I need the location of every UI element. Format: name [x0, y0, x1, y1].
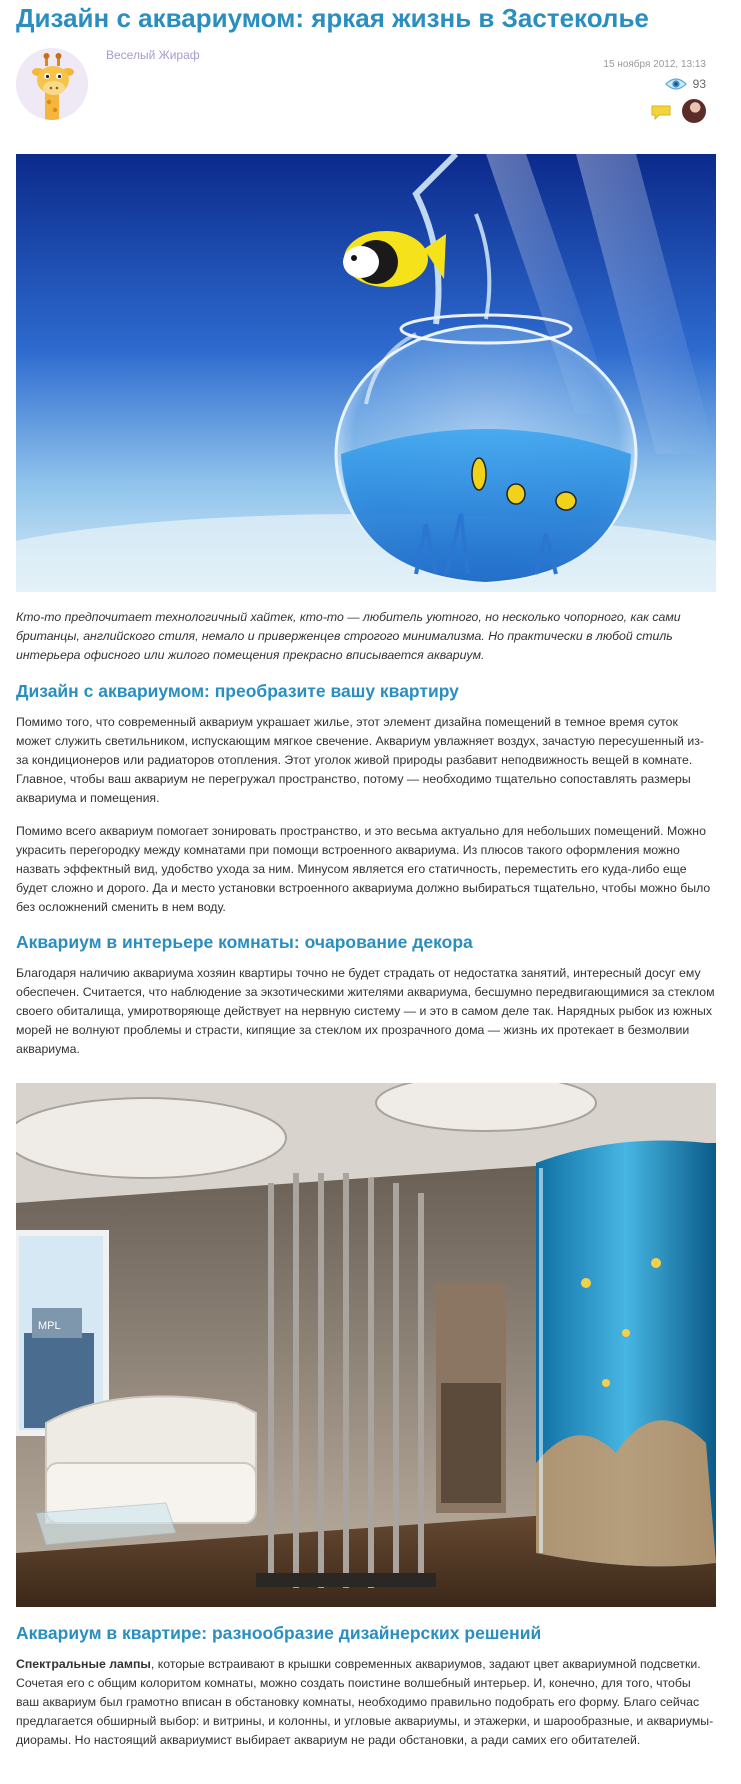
author-name[interactable]: Веселый Жираф: [106, 48, 200, 62]
section1-paragraph-1: Помимо того, что современный аквариум украшает жилье, этот элемент дизайна помещений в темное время суток может служить светильником, испускающим мягкое свечение. Аквариум увлажняет воздух, зачастую пересушенный из-за кондиционеров или радиаторов отопления. Этот уголок живой природы разбавит неподвижность вещей в комнате. Главное, чтобы ваш аквариум не перегружал пространство, потому — необходимо тщательно сопоставлять размеры аквариума и помещения.: [16, 715, 704, 805]
interior-aquarium-image: [16, 1083, 716, 1607]
building-sign: MPL: [38, 1320, 61, 1332]
user-avatar-icon[interactable]: [682, 99, 706, 123]
bold-term: Спектральные лампы: [16, 1657, 151, 1671]
eye-icon: [665, 77, 687, 91]
publish-date: 15 ноября 2012, 13:13: [603, 59, 706, 70]
section-heading-1: Дизайн с аквариумом: преобразите вашу квартиру: [16, 681, 459, 701]
section2-paragraph-1: Благодаря наличию аквариума хозяин квартиры точно не будет страдать от недостатка занятий, интересный досуг ему обеспечен. Считается, что наблюдение за экзотическими жителями аквариума, бесшумно передвигающимися за стеклом своего обиталища, умиротворяюще действует на нервную систему — и это в самом деле так. Нарядных рыбок из южных морей не волнуют проблемы и страсти, кипящие за стеклом их прозрачного дома — жизнь их протекает в безмолвии аквариума.: [16, 966, 715, 1056]
article-title: Дизайн с аквариумом: яркая жизнь в Застеколье: [16, 3, 649, 33]
giraffe-avatar-icon[interactable]: [16, 48, 88, 120]
views-counter: [665, 77, 706, 91]
section-heading-2: Аквариум в интерьере комнаты: очарование декора: [16, 932, 473, 952]
section1-paragraph-2: Помимо всего аквариум помогает зонировать пространство, и это весьма актуально для небольших помещений. Можно украсить перегородку между комнатами при помощи встроенного аквариума. Из плюсов такого оформления можно назвать эффектный вид, удобство ухода за ним. Минусом является его статичность, переместить его куда-либо еще будет сложно и дорого. Да и место установки встроенного аквариума должно выбираться тщательно, чтобы можно было без осложнений сменить в нем воду.: [16, 824, 711, 914]
fishbowl-image: [16, 154, 716, 592]
section3-paragraph-1: [16, 1655, 716, 1750]
section-heading-3: Аквариум в квартире: разнообразие дизайнерских решений: [16, 1623, 542, 1643]
section3-paragraph-text: , которые встраивают в крышки современных аквариумов, задают цвет аквариумной подсветки. Сочетая его с общим колоритом комнаты, можно создать поистине волшебный интерьер. И, конечно, для того, чтобы ваш аквариум был грамотно вписан в обстановку комнаты, необходимо правильно подобрать его форму. Благо сейчас предлагается обширный выбор: и витрины, и колонны, и угловые аквариумы, и этажерки, и шарообразные, и аквариумы-диорамы. Но настоящий аквариумист выбирает аквариум не ради обстановки, а ради самих его обитателей.: [16, 1657, 714, 1747]
engagement-row: [650, 99, 706, 123]
comment-icon[interactable]: [650, 104, 672, 118]
image-caption: Кто-то предпочитает технологичный хайтек, кто-то — любитель уютного, но несколько чопорного, как сами британцы, английского стиля, немало и приверженцев строгого минимализма. Но практически в любой стиль интерьера офисного или жилого помещения прекрасно вписывается аквариум.: [16, 610, 681, 662]
views-count: 93: [692, 77, 706, 91]
